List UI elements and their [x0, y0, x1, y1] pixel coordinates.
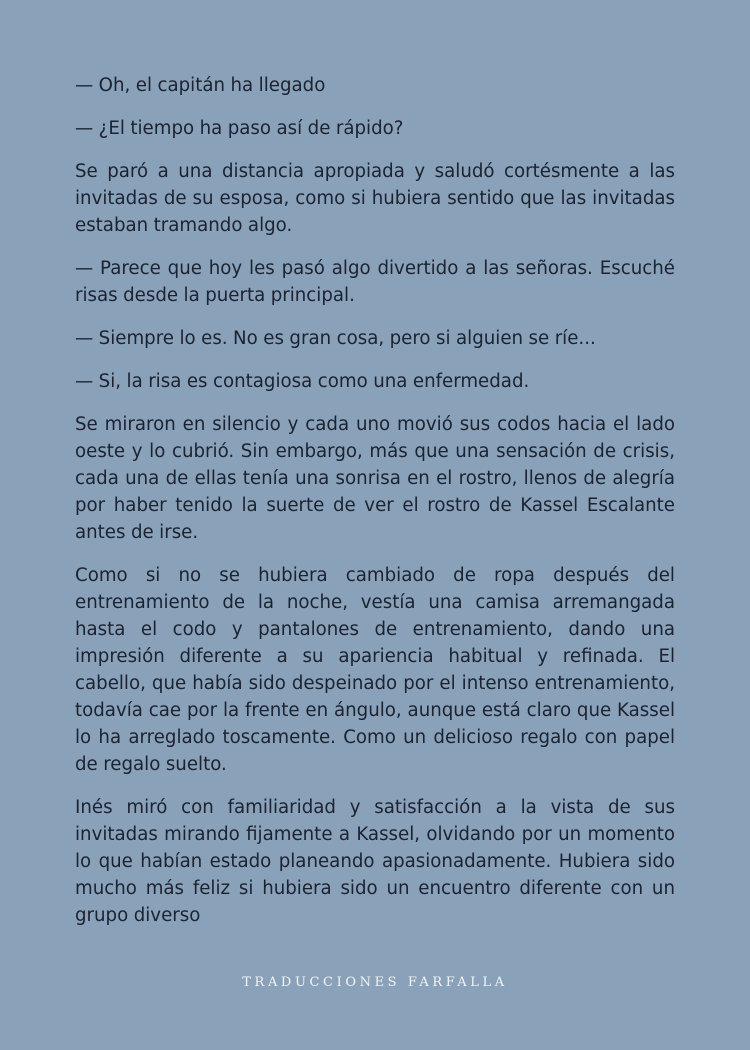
paragraph-narration: Se paró a una distancia apropiada y saludó cortésmente a las invitadas de su esposa, como si hubiera sentido que las invitadas estaban tramando algo.	[75, 161, 675, 236]
paragraph-dialogue: — Oh, el capitán ha llegado	[75, 75, 326, 96]
footer-credit: TRADUCCIONES FARFALLA	[242, 975, 508, 990]
paragraph-narration: Inés miró con familiaridad y satisfacción a la vista de sus invitadas mirando fijamente a Kassel, olvidando por un momento lo que habían estado planeando apasionadamente. Hubiera sido mucho más feliz si hubiera sido un encuentro diferente con un grupo diverso	[75, 797, 675, 926]
paragraph-narration: Se miraron en silencio y cada uno movió sus codos hacia el lado oeste y lo cubrió. Sin embargo, más que una sensación de crisis, cada una de ellas tenía una sonrisa en el rostro, llenos de alegría por haber tenido la suerte de ver el rostro de Kassel Escalante antes de irse.	[75, 414, 675, 543]
document-body	[75, 72, 675, 945]
paragraph-dialogue: — Parece que hoy les pasó algo divertido a las señoras. Escuché risas desde la puerta principal.	[75, 258, 675, 306]
paragraph-dialogue: — Siempre lo es. No es gran cosa, pero si alguien se ríe...	[75, 328, 596, 349]
paragraph-narration: Como si no se hubiera cambiado de ropa después del entrenamiento de la noche, vestía una camisa arremangada hasta el codo y pantalones de entrenamiento, dando una impresión diferente a su apariencia habitual y refinada. El cabello, que había sido despeinado por el intenso entrenamiento, todavía cae por la frente en ángulo, aunque está claro que Kassel lo ha arreglado toscamente. Como un delicioso regalo con papel de regalo suelto.	[75, 565, 675, 775]
paragraph-dialogue: — ¿El tiempo ha paso así de rápido?	[75, 118, 404, 139]
paragraph-dialogue: — Si, la risa es contagiosa como una enfermedad.	[75, 371, 530, 392]
